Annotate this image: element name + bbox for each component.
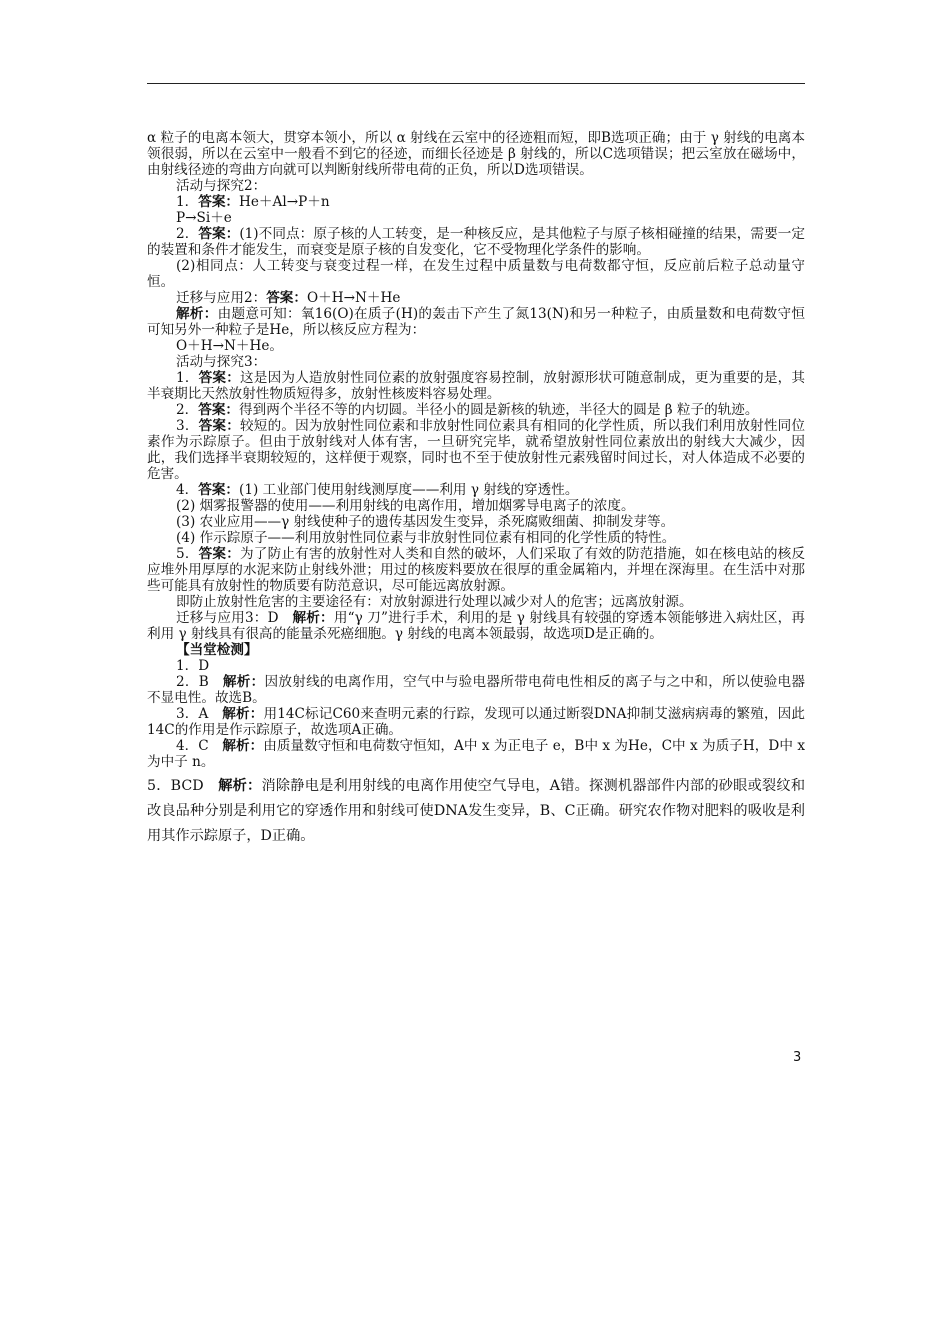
paragraph bbox=[147, 530, 805, 546]
text-span: P→Si＋e bbox=[176, 210, 232, 226]
text-span: 3．A bbox=[176, 706, 223, 722]
paragraph bbox=[147, 674, 805, 706]
paragraph bbox=[147, 354, 805, 370]
text-span: 用14C标记C60来查明元素的行踪，发现可以通过断裂DNA抑制艾滋病病毒的繁殖，因此14C的作用是作示踪原子，故选项A正确。 bbox=[147, 706, 806, 738]
text-span: (2)相同点：人工转变与衰变过程一样，在发生过程中质量数与电荷数都守恒，反应前后粒子总动量守恒。 bbox=[147, 258, 805, 290]
text-span: (4) 作示踪原子——利用放射性同位素与非放射性同位素有相同的化学性质的特性。 bbox=[176, 530, 676, 546]
text-span: (3) 农业应用——γ 射线使种子的遗传基因发生变异，杀死腐败细菌、抑制发芽等。 bbox=[176, 514, 675, 530]
bold-label: 答案： bbox=[266, 290, 307, 306]
text-span: 由题意可知：氧16(O)在质子(H)的轰击下产生了氮13(N)和另一种粒子，由质量数和电荷数守恒可知另外一种粒子是He，所以核反应方程为： bbox=[147, 306, 806, 338]
text-span: 活动与探究2： bbox=[176, 178, 267, 194]
paragraph bbox=[147, 642, 805, 658]
paragraph bbox=[147, 210, 805, 226]
text-span: 4．C bbox=[176, 738, 223, 754]
bold-label: 解析： bbox=[218, 778, 262, 794]
bold-label: 解析： bbox=[176, 306, 218, 322]
paragraph bbox=[147, 706, 805, 738]
text-span: 用“γ 刀”进行手术，利用的是 γ 射线具有较强的穿透本领能够进入病灶区，再利用 γ 射线具有很高的能量杀死癌细胞。γ 射线的电离本领最弱，故选项D是正确的。 bbox=[147, 610, 805, 642]
text-span: O＋H→N＋He bbox=[307, 290, 401, 306]
paragraph bbox=[147, 178, 805, 194]
text-span: He＋Al→P＋n bbox=[239, 194, 330, 210]
paragraph bbox=[147, 402, 805, 418]
paragraph bbox=[147, 514, 805, 530]
paragraph bbox=[147, 594, 805, 610]
page-number: 3 bbox=[793, 1050, 802, 1065]
text-span: (2) 烟雾报警器的使用——利用射线的电离作用，增加烟雾导电离子的浓度。 bbox=[176, 498, 635, 514]
text-span: 迁移与应用3：D bbox=[176, 610, 293, 626]
text-span: 5．BCD bbox=[147, 778, 219, 794]
text-span: 得到两个半径不等的内切圆。半径小的圆是新核的轨迹，半径大的圆是 β 粒子的轨迹。 bbox=[239, 402, 759, 418]
paragraph bbox=[147, 194, 805, 210]
text-span: (1) 工业部门使用射线测厚度——利用 γ 射线的穿透性。 bbox=[239, 482, 579, 498]
paragraph bbox=[147, 738, 805, 770]
paragraph bbox=[147, 610, 805, 642]
bold-label: 答案： bbox=[198, 418, 240, 434]
paragraph bbox=[147, 370, 805, 402]
text-span: 4． bbox=[176, 482, 199, 498]
text-span: 由质量数守恒和电荷数守恒知，A中 x 为正电子 e，B中 x 为He，C中 x 为质子H，D中 x 为中子 n。 bbox=[147, 738, 806, 770]
bold-label: 【当堂检测】 bbox=[176, 642, 258, 658]
document-body bbox=[147, 130, 805, 849]
text-span: O＋H→N＋He。 bbox=[176, 338, 283, 354]
header-rule bbox=[147, 83, 805, 84]
text-span: α 粒子的电离本领大，贯穿本领小，所以 α 射线在云室中的径迹粗而短，即B选项正确；由于 γ 射线的电离本领很弱，所以在云室中一般看不到它的径迹，而细长径迹是 β 射线的，所以C选项错误；把云室放在磁场中，由射线径迹的弯曲方向就可以判断射线所带电荷的正负，所以D选项错误。 bbox=[147, 130, 805, 178]
paragraph-answer-5 bbox=[147, 774, 805, 849]
text-span: 2． bbox=[176, 402, 199, 418]
bold-label: 答案： bbox=[198, 546, 240, 562]
text-span: 1． bbox=[176, 194, 199, 210]
paragraph bbox=[147, 290, 805, 306]
text-span: 消除静电是利用射线的电离作用使空气导电，A错。探测机器部件内部的砂眼或裂纹和改良品种分别是利用它的穿透作用和射线可使DNA发生变异，B、C正确。研究农作物对肥料的吸收是利用其作示踪原子，D正确。 bbox=[147, 778, 806, 844]
text-span: 较短的。因为放射性同位素和非放射性同位素具有相同的化学性质，所以我们利用放射性同位素作为示踪原子。但由于放射线对人体有害，一旦研究完毕，就希望放射性同位素放出的射线大大减少，因此，我们选择半衰期较短的，这样便于观察，同时也不至于使放射性元素残留时间过长，对人体造成不必要的危害。 bbox=[147, 418, 806, 482]
bold-label: 答案： bbox=[198, 482, 240, 498]
text-span: 即防止放射性危害的主要途径有：对放射源进行处理以减少对人的危害；远离放射源。 bbox=[176, 594, 693, 610]
paragraph bbox=[147, 546, 805, 594]
paragraph bbox=[147, 306, 805, 338]
bold-label: 答案： bbox=[198, 370, 240, 386]
text-span: 3． bbox=[176, 418, 199, 434]
text-span: 2．B bbox=[176, 674, 223, 690]
paragraph bbox=[147, 482, 805, 498]
paragraph bbox=[147, 418, 805, 482]
paragraph bbox=[147, 658, 805, 674]
text-span: 5． bbox=[176, 546, 199, 562]
paragraph bbox=[147, 258, 805, 290]
bold-label: 答案： bbox=[198, 402, 240, 418]
bold-label: 解析： bbox=[222, 706, 264, 722]
text-span: 为了防止有害的放射性对人类和自然的破坏，人们采取了有效的防范措施，如在核电站的核反应堆外用厚厚的水泥来防止射线外泄；用过的核废料要放在很厚的重金属箱内，并埋在深海里。在生活中对那些可能具有放射性的物质要有防范意识，尽可能远离放射源。 bbox=[147, 546, 806, 594]
text-span: 1． bbox=[176, 370, 199, 386]
text-span: 1．D bbox=[176, 658, 210, 674]
bold-label: 解析： bbox=[292, 610, 334, 626]
bold-label: 解析： bbox=[222, 738, 264, 754]
bold-label: 答案： bbox=[198, 226, 240, 242]
bold-label: 解析： bbox=[222, 674, 265, 690]
text-span: (1)不同点：原子核的人工转变，是一种核反应，是其他粒子与原子核相碰撞的结果，需要一定的装置和条件才能发生，而衰变是原子核的自发变化，它不受物理化学条件的影响。 bbox=[147, 226, 805, 258]
paragraph bbox=[147, 226, 805, 258]
text-span: 迁移与应用2： bbox=[176, 290, 267, 306]
text-span: 这是因为人造放射性同位素的放射强度容易控制，放射源形状可随意制成，更为重要的是，其半衰期比天然放射性物质短得多，放射性核废料容易处理。 bbox=[147, 370, 806, 402]
text-span: 因放射线的电离作用，空气中与验电器所带电荷电性相反的离子与之中和，所以使验电器不显电性。故选B。 bbox=[147, 674, 806, 706]
paragraph bbox=[147, 130, 805, 178]
paragraph bbox=[147, 338, 805, 354]
text-span: 2． bbox=[176, 226, 199, 242]
paragraph bbox=[147, 498, 805, 514]
text-span: 活动与探究3： bbox=[176, 354, 267, 370]
bold-label: 答案： bbox=[198, 194, 240, 210]
